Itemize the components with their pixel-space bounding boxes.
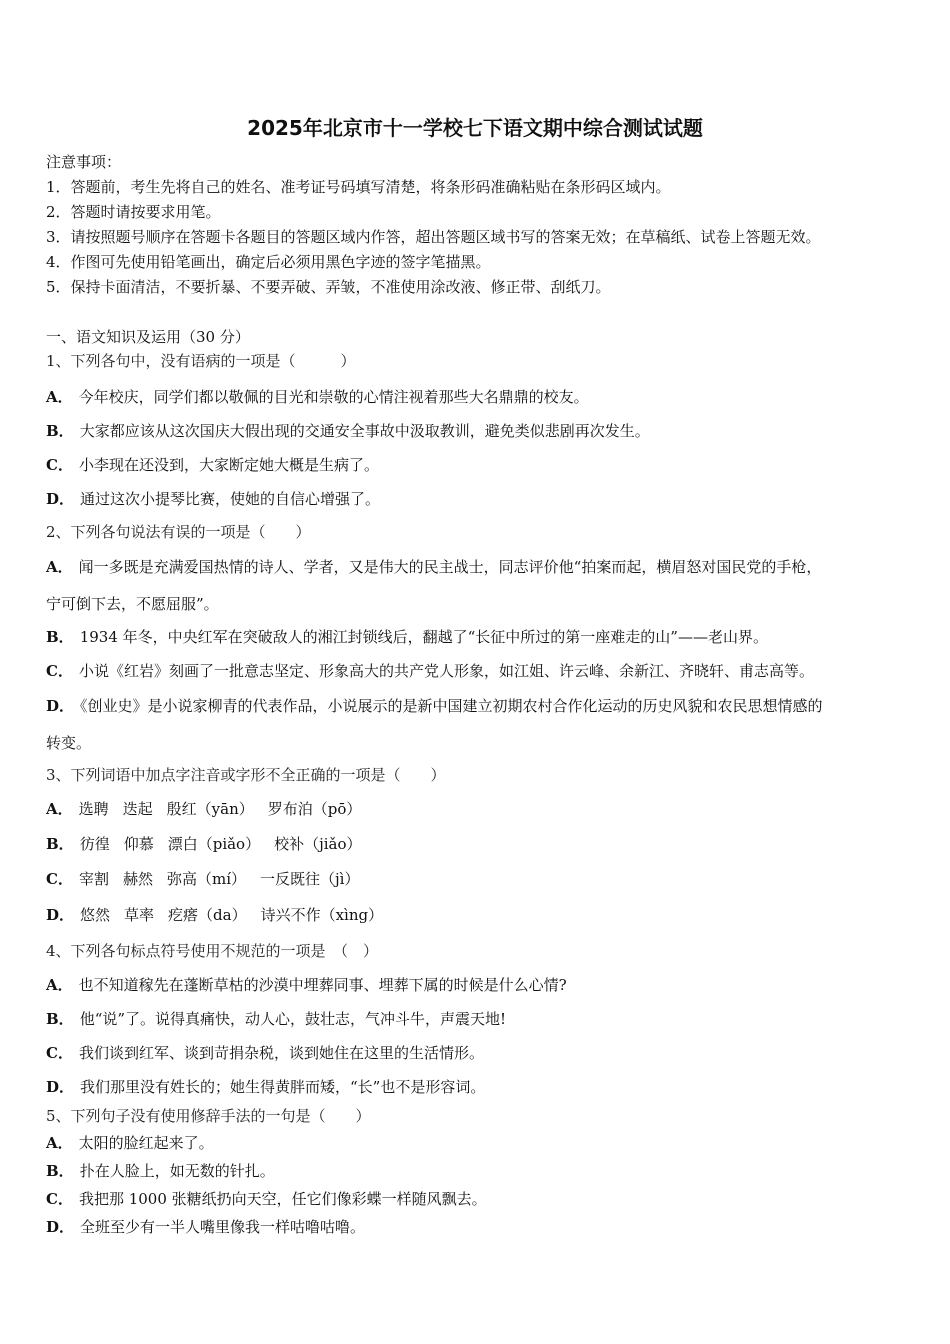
option-label: A．	[46, 558, 73, 576]
option-word: 选聘	[78, 800, 109, 818]
notice-heading: 注意事项：	[46, 153, 122, 171]
option-text: 全班至少有一半人嘴里像我一样咕噜咕噜。	[80, 1218, 366, 1236]
notice-item-5: 5．保持卡面清洁，不要折暴、不要弄破、弄皱，不准使用涂改液、修正带、刮纸刀。	[46, 278, 611, 296]
q1-option-c	[46, 455, 379, 475]
question-5-stem: 5、下列句子没有使用修辞手法的一句是（ ）	[46, 1107, 371, 1125]
option-label: C．	[46, 662, 73, 680]
option-text: 通过这次小提琴比赛，使她的自信心增强了。	[80, 490, 381, 508]
option-text: 小说《红岩》刻画了一批意志坚定、形象高大的共产党人形象，如江姐、许云峰、余新江、齐晓轩、甫志高等。	[78, 662, 814, 680]
question-2-stem: 2、下列各句说法有误的一项是（ ）	[46, 523, 311, 541]
option-text: 今年校庆，同学们都以敬佩的目光和崇敬的心情注视着那些大名鼎鼎的校友。	[78, 388, 589, 406]
option-text: 扑在人脸上，如无数的针扎。	[79, 1162, 275, 1180]
option-text: 小李现在还没到，大家断定她大概是生病了。	[78, 456, 379, 474]
option-label: B．	[46, 422, 74, 440]
q3-option-a	[46, 799, 375, 819]
option-text: 《创业史》是小说家柳青的代表作品，小说展示的是新中国建立初期农村合作化运动的历史风貌和农民思想情感的	[80, 697, 823, 715]
option-word: 罗布泊（pō）	[267, 800, 362, 818]
option-text: 我把那 1000 张糖纸扔向天空，任它们像彩蝶一样随风飘去。	[78, 1190, 487, 1208]
option-text: 他“说”了。说得真痛快，动人心，鼓壮志，气冲斗牛，声震天地!	[79, 1010, 507, 1028]
option-text: 太阳的脸红起来了。	[78, 1134, 214, 1152]
q2-option-a	[46, 557, 821, 577]
q4-option-a	[46, 975, 567, 995]
option-word: 迭起	[122, 800, 153, 818]
notice-item-2: 2．答题时请按要求用笔。	[46, 203, 221, 221]
option-label: B．	[46, 1162, 74, 1180]
option-text: 闻一多既是充满爱国热情的诗人、学者，又是伟大的民主战士，同志评价他“拍案而起，横眉怒对国民党的手枪，	[78, 558, 822, 576]
option-label: C．	[46, 1190, 73, 1208]
option-word: 疙瘩（da）	[168, 906, 247, 924]
q1-option-a	[46, 387, 589, 407]
notice-item-3: 3．请按照题号顺序在答题卡各题目的答题区域内作答，超出答题区域书写的答案无效；在草稿纸、试卷上答题无效。	[46, 228, 821, 246]
option-label: C．	[46, 1044, 73, 1062]
option-word: 仰慕	[123, 835, 154, 853]
option-label: C．	[46, 870, 73, 888]
page-title: 2025年北京市十一学校七下语文期中综合测试试题	[247, 116, 703, 140]
option-word: 诗兴不作（xìng）	[260, 906, 384, 924]
q5-option-d	[46, 1217, 365, 1237]
option-word: 赫然	[122, 870, 153, 888]
option-word: 漂白（piǎo）	[167, 835, 261, 853]
option-word: 弥高（mí）	[166, 870, 247, 888]
q2-option-c	[46, 661, 814, 681]
option-label: D．	[46, 697, 75, 715]
option-word: 一反既往（jì）	[260, 870, 360, 888]
option-word: 彷徨	[79, 835, 110, 853]
option-word: 草率	[124, 906, 155, 924]
q2-option-b	[46, 627, 768, 647]
q2-option-d-continued: 转变。	[46, 734, 92, 752]
q5-option-c	[46, 1189, 487, 1209]
option-word: 殷红（yān）	[166, 800, 254, 818]
option-label: D．	[46, 490, 75, 508]
option-label: C．	[46, 456, 73, 474]
q2-option-a-continued: 宁可倒下去，不愿屈服”。	[46, 595, 219, 613]
option-text: 大家都应该从这次国庆大假出现的交通安全事故中汲取教训，避免类似悲剧再次发生。	[79, 422, 650, 440]
option-text: 1934 年冬，中央红军在突破敌人的湘江封锁线后，翻越了“长征中所过的第一座难走的山”——老山界。	[79, 628, 768, 646]
q3-option-d	[46, 905, 397, 925]
q4-option-d	[46, 1077, 485, 1097]
option-text: 我们谈到红军、谈到苛捐杂税，谈到她住在这里的生活情形。	[78, 1044, 484, 1062]
question-4-stem: 4、下列各句标点符号使用不规范的一项是 （ ）	[46, 942, 379, 960]
question-3-stem: 3、下列词语中加点字注音或字形不全正确的一项是（ ）	[46, 766, 446, 784]
option-word: 宰割	[78, 870, 109, 888]
q4-option-b	[46, 1009, 506, 1029]
option-label: D．	[46, 1078, 75, 1096]
q2-option-d	[46, 696, 823, 716]
q1-option-b	[46, 421, 650, 441]
option-label: A．	[46, 388, 73, 406]
option-text: 我们那里没有姓长的；她生得黄胖而矮，“长”也不是形容词。	[80, 1078, 486, 1096]
option-label: A．	[46, 976, 73, 994]
q4-option-c	[46, 1043, 484, 1063]
question-1-stem: 1、下列各句中，没有语病的一项是（ ）	[46, 352, 356, 370]
option-label: B．	[46, 1010, 74, 1028]
option-label: A．	[46, 800, 73, 818]
option-label: B．	[46, 628, 74, 646]
q5-option-a	[46, 1133, 214, 1153]
option-word: 悠然	[80, 906, 111, 924]
option-text: 也不知道稼先在蓬断草枯的沙漠中埋葬同事、埋葬下属的时候是什么心情?	[78, 976, 567, 994]
option-label: B．	[46, 835, 74, 853]
option-label: D．	[46, 1218, 75, 1236]
option-word: 校补（jiǎo）	[274, 835, 362, 853]
q3-option-c	[46, 869, 373, 889]
q3-option-b	[46, 834, 376, 854]
option-label: D．	[46, 906, 75, 924]
notice-item-1: 1．答题前，考生先将自己的姓名、准考证号码填写清楚，将条形码准确粘贴在条形码区域内。	[46, 178, 671, 196]
q5-option-b	[46, 1161, 275, 1181]
q1-option-d	[46, 489, 380, 509]
section-heading: 一、语文知识及运用（30 分）	[46, 328, 250, 346]
option-label: A．	[46, 1134, 73, 1152]
notice-item-4: 4．作图可先使用铅笔画出，确定后必须用黑色字迹的签字笔描黑。	[46, 253, 491, 271]
